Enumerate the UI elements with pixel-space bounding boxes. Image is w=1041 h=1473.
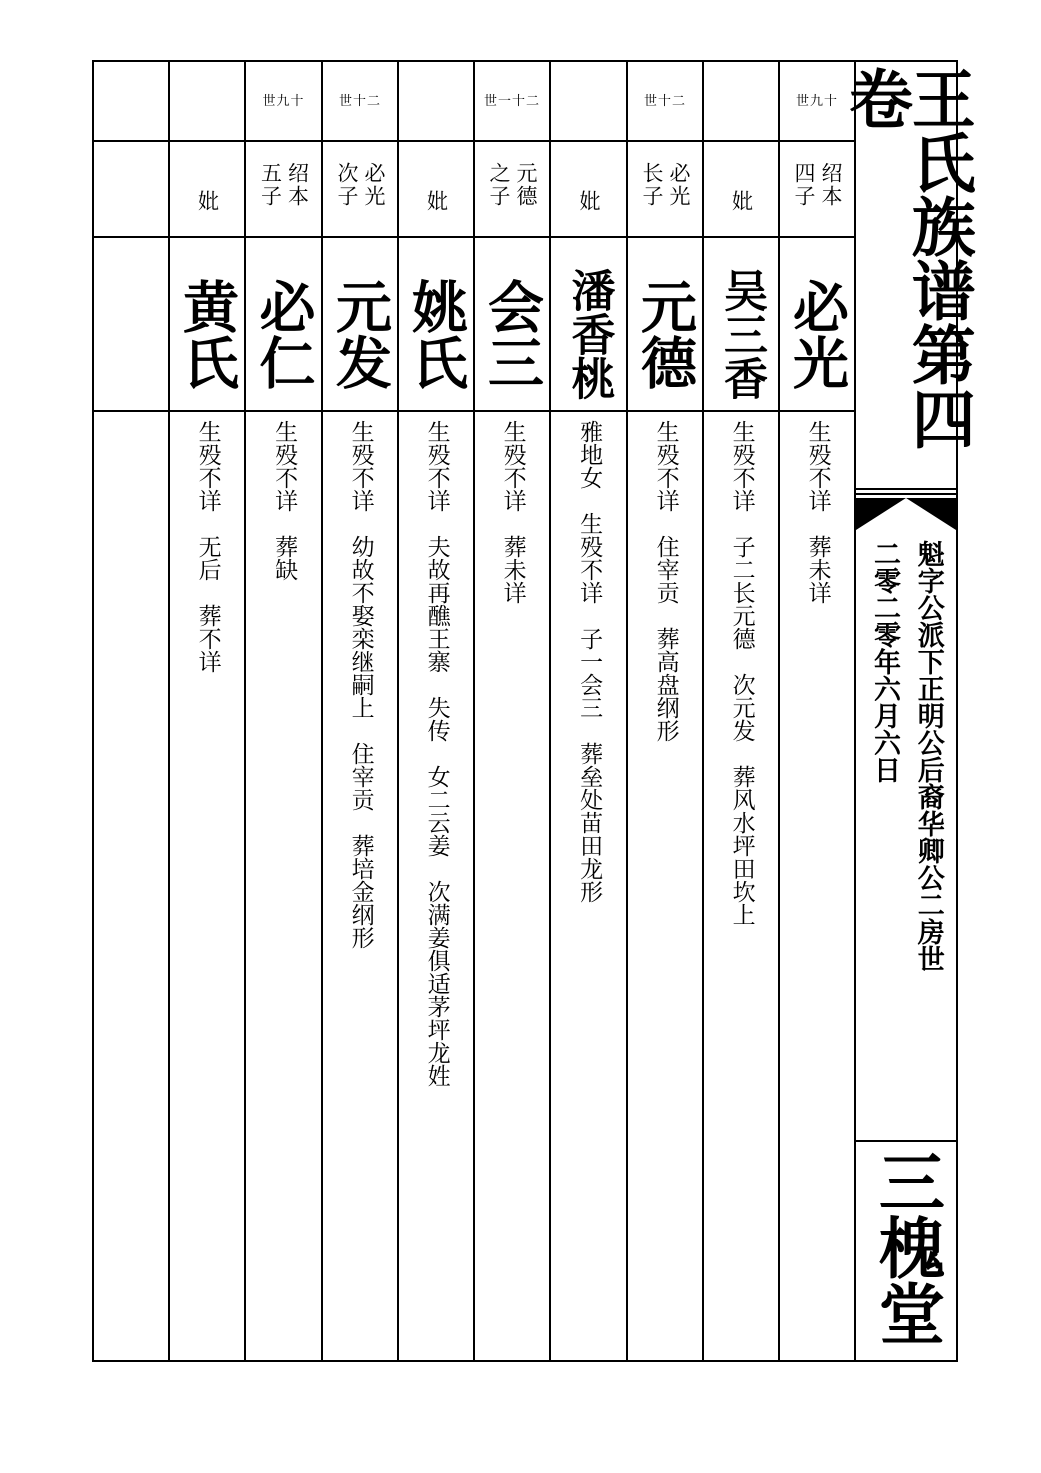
person-column <box>399 62 473 1360</box>
person-details <box>246 420 321 581</box>
relation-line: 五子 <box>258 162 283 208</box>
person-column <box>704 62 778 1360</box>
relation-line: 四子 <box>792 162 816 208</box>
person-name-text: 黄氏 <box>174 278 240 390</box>
person-name <box>170 258 244 410</box>
person-name-text: 必光 <box>784 278 850 390</box>
person-details-text: 生殁不详 葬未详 <box>804 420 831 604</box>
branch-lineage-text: 魁字公派下正明公后裔华卿公二房世 <box>912 540 944 972</box>
relation-label <box>246 162 321 258</box>
generation-label: 世一十二 <box>483 94 540 109</box>
title-panel <box>838 62 976 1360</box>
person-details <box>475 420 549 604</box>
person-details-text: 生殁不详 幼故不娶栾继嗣上 住宰贡 葬培金纲形 <box>347 420 374 949</box>
person-details <box>704 420 778 926</box>
book-title-text: 王氏族谱第四卷 <box>838 66 976 450</box>
generation-label: 世九十 <box>795 94 838 109</box>
relation-line: 之子 <box>487 162 511 208</box>
person-column <box>170 62 244 1360</box>
person-column <box>628 62 702 1360</box>
person-details-text: 生殁不详 葬缺 <box>271 420 298 581</box>
person-name-text: 会三 <box>479 278 545 390</box>
compilation-date: 二零二零年六月六日 <box>869 540 900 783</box>
relation-line: 妣 <box>195 190 220 213</box>
generation-label: 世十二 <box>643 94 686 109</box>
relation-line: 次子 <box>335 162 359 208</box>
relation-line: 元德 <box>514 162 538 208</box>
person-column <box>551 62 626 1360</box>
person-name-text: 吴三香 <box>716 268 767 400</box>
relation-line: 妣 <box>729 190 754 213</box>
person-name-text: 元德 <box>632 278 698 390</box>
person-name-text: 姚氏 <box>403 278 469 390</box>
relation-label <box>399 162 473 258</box>
person-details <box>170 420 244 673</box>
person-name <box>475 258 549 410</box>
person-name <box>628 258 702 410</box>
person-details-text: 生殁不详 子二长元德 次元发 葬风水坪田坎上 <box>728 420 755 926</box>
person-details-text: 生殁不详 葬未详 <box>499 420 526 604</box>
relation-line: 绍本 <box>819 162 843 208</box>
relation-line: 绍本 <box>285 162 310 208</box>
book-title <box>838 66 976 484</box>
fishtail-ornament <box>856 488 956 532</box>
person-details-text: 生殁不详 夫故再醮王寨 失传 女二云姜 次满姜俱适茅坪龙姓 <box>423 420 450 1087</box>
generation-label: 世九十 <box>262 94 305 109</box>
person-column <box>246 62 321 1360</box>
person-details-text: 雅地女 生殁不详 子一会三 葬垒处苗田龙形 <box>576 420 603 903</box>
person-details-text: 生殁不详 无后 葬不详 <box>194 420 221 673</box>
person-name <box>246 258 321 410</box>
relation-line: 必光 <box>667 162 691 208</box>
person-details-text: 生殁不详 住宰贡 葬高盘纲形 <box>652 420 679 742</box>
relation-label <box>170 162 244 258</box>
person-details <box>323 420 397 949</box>
generation-label: 世十二 <box>338 94 381 109</box>
person-name-text: 潘香桃 <box>563 268 615 400</box>
relation-line: 妣 <box>577 190 601 213</box>
person-name-text: 必仁 <box>250 278 317 390</box>
relation-label <box>551 162 626 258</box>
person-name-text: 元发 <box>327 278 393 390</box>
person-column <box>475 62 549 1360</box>
relation-line: 长子 <box>640 162 664 208</box>
person-details <box>551 420 626 903</box>
person-column <box>323 62 397 1360</box>
relation-label <box>704 162 778 258</box>
hall-name <box>856 1148 956 1358</box>
person-name <box>399 258 473 410</box>
relation-label <box>628 162 702 258</box>
genealogy-page-frame <box>92 60 976 1362</box>
person-details <box>628 420 702 742</box>
person-name <box>94 258 168 410</box>
person-name <box>323 258 397 410</box>
relation-label <box>323 162 397 258</box>
subtitle-area <box>856 540 956 1140</box>
person-name <box>704 258 778 410</box>
person-column-empty <box>94 62 168 1360</box>
relation-label <box>475 162 549 258</box>
relation-line: 妣 <box>424 190 449 213</box>
relation-line: 必光 <box>362 162 386 208</box>
hall-name-text: 三槐堂 <box>867 1148 946 1346</box>
hall-divider <box>856 1140 956 1142</box>
person-details <box>399 420 473 1087</box>
person-name <box>551 258 626 410</box>
